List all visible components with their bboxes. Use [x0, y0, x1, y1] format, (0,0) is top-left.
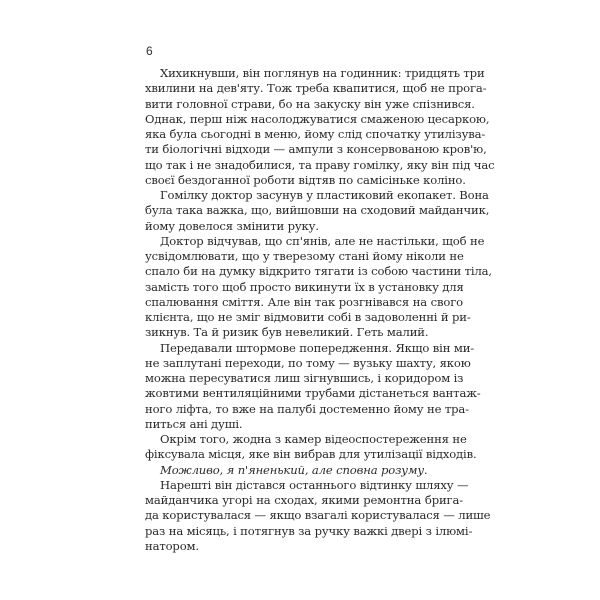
text-line: жовтими вентиляційними трубами дістанеться вантаж-: [145, 386, 481, 401]
text-line: ного ліфта, то вже на палубі достеменно йому не тра-: [145, 401, 469, 416]
text-line: Передавали штормове попередження. Якщо він ми-: [160, 340, 475, 355]
text-line: зикнув. Та й ризик був невеликий. Геть малий.: [145, 325, 429, 340]
text-line: йому довелося змінити руку.: [145, 218, 319, 233]
text-line: натором.: [145, 538, 199, 553]
text-line: Гомілку доктор засунув у пластиковий екопакет. Вона: [160, 188, 489, 202]
text-line: фіксувала місця, яке він вибрав для утилізації відходів.: [145, 447, 477, 462]
page-number: 6: [146, 44, 153, 58]
text-line: замість того щоб просто викинути їх в установку для: [145, 279, 464, 294]
text-line: Окрім того, жодна з камер відеоспостереження не: [160, 432, 467, 446]
body-text: [145, 66, 495, 554]
text-line: своєї бездоганної роботи відтяв по самісіньке коліно.: [145, 172, 466, 187]
text-line: ти біологічні відходи — ампули з консервованою кров'ю,: [145, 142, 487, 157]
text-line: майданчика угорі на сходах, якими ремонтна брига-: [145, 493, 463, 507]
text-line: да користувалася — якщо взагалі користувалася — лише: [145, 508, 491, 523]
text-line: Нарешті він дістався останнього відтинку шляху —: [160, 477, 469, 492]
text-line: яка була сьогодні в меню, йому слід спочатку утилізува-: [145, 127, 486, 141]
text-line: хвилини на дев'яту. Тож треба квапитися, щоб не прога-: [145, 81, 487, 96]
text-line: клієнта, що не зміг відмовити собі в задоволенні й ри-: [145, 310, 471, 324]
text-line: Хихикнувши, він поглянув на годинник: тридцять три: [160, 66, 485, 80]
text-line: була така важка, що, вийшовши на сходовий майданчик,: [145, 203, 490, 218]
text-line: вити головної страви, бо на закуску він уже спізнився.: [145, 96, 475, 111]
text-line: раз на місяць, і потягнув за ручку важкі двері з ілюмі-: [145, 523, 473, 538]
text-line: усвідомлювати, що у тверезому стані йому ніколи не: [145, 249, 464, 263]
text-line: не заплутані переходи, по тому — вузьку шахту, якою: [145, 355, 471, 370]
text-line: Однак, перш ніж насолоджуватися смаженою цесаркою,: [145, 111, 490, 126]
text-line: Доктор відчував, що сп'янів, але не настільки, щоб не: [160, 233, 485, 248]
text-line: можна пересуватися лиш зігнувшись, і коридором із: [145, 371, 464, 385]
text-line: спалювання сміття. Але він так розгнівався на свого: [145, 294, 463, 309]
text-line: спало би на думку відкрито тягати із собою частини тіла,: [145, 264, 492, 279]
text-line: питься ані душі.: [145, 416, 243, 431]
italic-text-line: Можливо, я п'яненький, але сповна розуму.: [160, 462, 428, 477]
text-line: що так і не знадобилися, та праву гомілку, яку він під час: [145, 157, 495, 172]
